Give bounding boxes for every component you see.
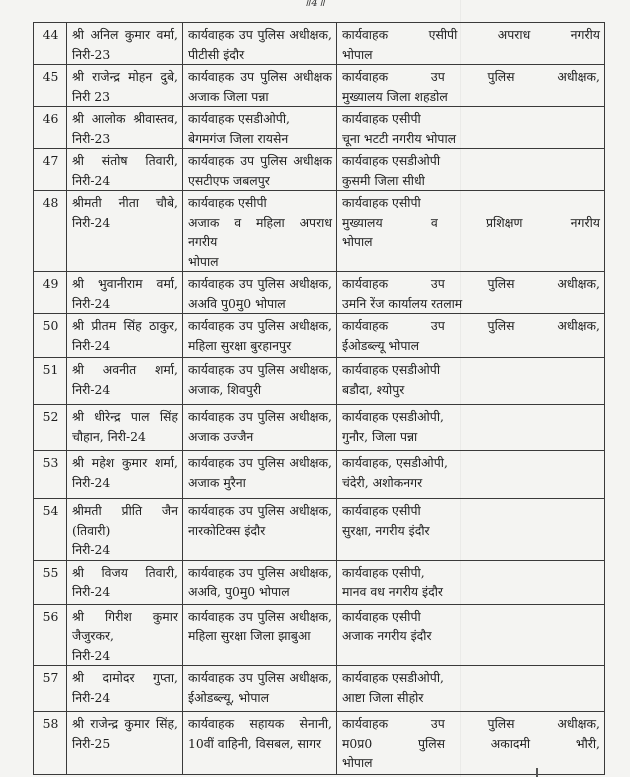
officer-name-line: निरी-23 [72, 46, 111, 62]
new-posting-line: गुनौर, जिला पन्ना [342, 428, 418, 444]
current-posting-line: अजाक जिला पन्ना [188, 88, 269, 104]
new-posting-line: कार्यवाहक एसडीओपी, [342, 409, 444, 424]
officer-name-line: श्री अनिल कुमार वर्मा, [72, 27, 178, 42]
officer-name-line: निरी 23 [72, 88, 111, 104]
new-posting-cell [337, 499, 605, 561]
current-posting-line: कार्यवाहक उप पुलिस अधीक्षक [188, 69, 332, 84]
new-posting-line: चंदेरी, अशोकनगर [342, 474, 423, 490]
serial-number: 45 [42, 69, 59, 84]
current-posting-line: कार्यवाहक उप पुलिस अधीक्षक, [188, 362, 332, 377]
serial-number-cell [34, 358, 67, 405]
serial-number-cell [34, 65, 67, 107]
new-posting-cell [337, 272, 605, 314]
table-row [34, 65, 605, 107]
new-posting-cell [337, 23, 605, 65]
new-posting-line: कार्यवाहक उप पुलिस अधीक्षक, [342, 716, 600, 731]
current-posting-line: कार्यवाहक उप पुलिस अधीक्षक, [188, 409, 332, 424]
officer-name-line: निरी-24 [72, 584, 111, 599]
officer-name-cell [67, 107, 183, 149]
officer-name-line: निरी-24 [72, 542, 111, 557]
officer-name-cell [67, 666, 183, 712]
serial-number: 57 [42, 670, 59, 685]
new-posting-line: ईओडब्ल्यू भोपाल [342, 337, 420, 353]
new-posting-line: अजाक नगरीय इंदौर [342, 628, 432, 643]
new-posting-cell [337, 65, 605, 107]
serial-number-cell [34, 23, 67, 65]
officer-name-cell [67, 149, 183, 191]
new-posting-cell [337, 604, 605, 666]
new-posting-cell [337, 405, 605, 451]
officer-name-cell [67, 23, 183, 65]
new-posting-line: सुरक्षा, नगरीय इंदौर [342, 522, 430, 538]
transfer-orders-table [33, 22, 605, 775]
officer-name-line: निरी-24 [72, 647, 111, 663]
serial-number: 55 [42, 564, 59, 580]
officer-name-line: श्री अवनीत शर्मा, [72, 362, 178, 377]
current-posting-cell [183, 405, 337, 451]
officer-name-line: निरी-24 [72, 172, 111, 188]
current-posting-line: बेगमगंज जिला रायसेन [188, 130, 289, 146]
new-posting-line: कार्यवाहक उप पुलिस अधीक्षक, [342, 69, 600, 84]
current-posting-line: कार्यवाहक उप पुलिस अधीक्षक, [188, 455, 332, 470]
officer-name-cell [67, 358, 183, 405]
new-posting-cell [337, 149, 605, 191]
new-posting-cell [337, 358, 605, 405]
serial-number-cell [34, 560, 67, 604]
table-row [34, 499, 605, 561]
current-posting-line: अजाक उज्जैन [188, 428, 254, 444]
current-posting-line: कार्यवाहक उप पुलिस अधीक्षक, [188, 670, 332, 685]
officer-name-line: निरी-24 [72, 337, 111, 353]
new-posting-line: कार्यवाहक एसीपी, [342, 564, 425, 580]
table-row [34, 451, 605, 499]
current-posting-line: कार्यवाहक उप पुलिस अधीक्षक, [188, 564, 332, 580]
officer-name-line: श्री प्रीतम सिंह ठाकुर, [72, 318, 178, 333]
officer-name-line: श्री गिरीश कुमार जैजुरकर, [72, 608, 178, 643]
current-posting-cell [183, 666, 337, 712]
serial-number: 47 [42, 153, 59, 168]
current-posting-cell [183, 560, 337, 604]
officer-name-line: श्री राजेन्द्र कुमार सिंह, [72, 716, 178, 731]
current-posting-line: महिला सुरक्षा बुरहानपुर [188, 337, 292, 353]
current-posting-line: कार्यवाहक उप पुलिस अधीक्षक, [188, 27, 332, 42]
new-posting-cell [337, 666, 605, 712]
table-row [34, 272, 605, 314]
officer-name-line: निरी-24 [72, 474, 111, 490]
table-row [34, 405, 605, 451]
page-number: ॥4॥ [304, 0, 326, 7]
officer-name-line: श्री संतोष तिवारी, [72, 153, 178, 168]
officer-name-line: श्री धीरेन्द्र पाल सिंह [72, 409, 178, 424]
current-posting-cell [183, 272, 337, 314]
officer-name-line: श्री दामोदर गुप्ता, [72, 670, 178, 685]
current-posting-cell [183, 358, 337, 405]
table-body [34, 23, 605, 775]
current-posting-line: एसटीएफ जबलपुर [188, 172, 270, 188]
new-posting-line: बडौदा, श्योपुर [342, 381, 405, 397]
current-posting-line: भोपाल [188, 253, 219, 269]
new-posting-line: म0प्र0 पुलिस अकादमी भौरी, [342, 735, 600, 751]
serial-number: 48 [42, 195, 59, 210]
officer-name-line: निरी-24 [72, 214, 111, 230]
officer-name-cell [67, 272, 183, 314]
officer-name-line: श्री महेश कुमार शर्मा, [72, 455, 178, 470]
new-posting-line: कार्यवाहक एसीपी [342, 111, 421, 126]
table-row [34, 712, 605, 775]
officer-name-line: निरी-25 [72, 735, 111, 751]
current-posting-line: अअवि, पु0मु0 भोपाल [188, 584, 290, 599]
current-posting-line: नारकोटिक्स इंदौर [188, 522, 266, 538]
current-posting-line: अजाक मुरैना [188, 474, 246, 490]
current-posting-line: अअवि पु0मु0 भोपाल [188, 295, 286, 311]
officer-name-line: श्री राजेन्द्र मोहन दुबे, [72, 69, 178, 84]
officer-name-line: निरी-24 [72, 295, 111, 311]
serial-number-cell [34, 712, 67, 775]
new-posting-line: कार्यवाहक एसडीओपी [342, 362, 441, 377]
officer-name-line: निरी-23 [72, 130, 111, 146]
new-posting-line: कार्यवाहक, एसडीओपी, [342, 455, 448, 470]
new-posting-line: कार्यवाहक उप पुलिस अधीक्षक, [342, 276, 600, 291]
officer-name-line: निरी-24 [72, 689, 111, 705]
officer-name-cell [67, 314, 183, 358]
officer-name-cell [67, 604, 183, 666]
new-posting-cell [337, 107, 605, 149]
current-posting-line: कार्यवाहक उप पुलिस अधीक्षक, [188, 276, 332, 291]
new-posting-line: मुख्यालय व प्रशिक्षण नगरीय [342, 214, 600, 230]
table-row [34, 604, 605, 666]
officer-name-line: श्रीमती नीता चौबे, [72, 195, 178, 210]
serial-number-cell [34, 604, 67, 666]
current-posting-line: कार्यवाहक उप पुलिस अधीक्षक, [188, 503, 332, 518]
serial-number: 46 [42, 111, 59, 126]
current-posting-cell [183, 65, 337, 107]
table-row [34, 358, 605, 405]
new-posting-line: कार्यवाहक एसडीओपी, [342, 670, 444, 685]
table-row [34, 314, 605, 358]
new-posting-cell [337, 314, 605, 358]
serial-number-cell [34, 314, 67, 358]
new-posting-line: आष्टा जिला सीहोर [342, 689, 424, 705]
table-row [34, 23, 605, 65]
current-posting-line: पीटीसी इंदौर [188, 46, 245, 62]
officer-name-line: निरी-24 [72, 381, 111, 397]
officer-name-cell [67, 65, 183, 107]
current-posting-line: कार्यवाहक उप पुलिस अधीक्षक, [188, 318, 332, 333]
new-posting-line: चूना भटटी नगरीय भोपाल [342, 130, 457, 146]
serial-number-cell [34, 149, 67, 191]
serial-number: 49 [42, 276, 59, 291]
current-posting-line: ईओडब्ल्यू, भोपाल [188, 689, 269, 705]
serial-number: 44 [42, 27, 59, 42]
new-posting-cell [337, 560, 605, 604]
current-posting-line: महिला सुरक्षा जिला झाबुआ [188, 628, 311, 643]
current-posting-cell [183, 23, 337, 65]
new-posting-cell [337, 712, 605, 775]
serial-number: 53 [42, 455, 59, 470]
serial-number-cell [34, 107, 67, 149]
current-posting-cell [183, 499, 337, 561]
current-posting-line: 10वीं वाहिनी, विसबल, सागर [188, 735, 322, 751]
new-posting-line: कार्यवाहक एसीपी [342, 608, 421, 624]
current-posting-line: कार्यवाहक उप पुलिस अधीक्षक, [188, 608, 332, 624]
serial-number-cell [34, 666, 67, 712]
new-posting-line: उमनि रेंज कार्यालय रतलाम [342, 295, 463, 311]
current-posting-cell [183, 712, 337, 775]
serial-number-cell [34, 499, 67, 561]
officer-name-line: चौहान, निरी-24 [72, 428, 146, 444]
scan-mark [536, 768, 538, 777]
serial-number-cell [34, 191, 67, 272]
current-posting-cell [183, 604, 337, 666]
table-row [34, 149, 605, 191]
current-posting-cell [183, 451, 337, 499]
current-posting-line: कार्यवाहक सहायक सेनानी, [188, 716, 332, 731]
new-posting-line: कुसमी जिला सीधी [342, 172, 425, 188]
new-posting-line: मानव वध नगरीय इंदौर [342, 584, 443, 599]
serial-number-cell [34, 272, 67, 314]
serial-number-cell [34, 451, 67, 499]
officer-name-line: श्री विजय तिवारी, [72, 564, 178, 580]
new-posting-line: कार्यवाहक एसीपी अपराध नगरीय [342, 27, 600, 42]
officer-name-line: श्री भुवानीराम वर्मा, [72, 276, 178, 291]
new-posting-line: भोपाल [342, 234, 373, 249]
current-posting-cell [183, 191, 337, 272]
current-posting-line: कार्यवाहक उप पुलिस अधीक्षक [188, 153, 332, 168]
current-posting-line: अजाक व महिला अपराध नगरीय [188, 214, 332, 249]
current-posting-line: कार्यवाहक एसडीओपी, [188, 111, 290, 126]
new-posting-line: कार्यवाहक एसडीओपी [342, 153, 441, 168]
new-posting-line: कार्यवाहक एसीपी [342, 503, 421, 518]
table-row [34, 560, 605, 604]
officer-name-cell [67, 405, 183, 451]
officer-name-cell [67, 499, 183, 561]
new-posting-cell [337, 451, 605, 499]
serial-number: 56 [42, 608, 59, 624]
table-row [34, 107, 605, 149]
serial-number: 52 [42, 409, 59, 424]
serial-number-cell [34, 405, 67, 451]
current-posting-cell [183, 149, 337, 191]
officer-name-cell [67, 451, 183, 499]
current-posting-line: अजाक, शिवपुरी [188, 381, 262, 397]
table-row [34, 666, 605, 712]
new-posting-line: भोपाल [342, 46, 373, 62]
current-posting-cell [183, 107, 337, 149]
serial-number: 58 [42, 716, 59, 731]
serial-number: 51 [42, 362, 59, 377]
new-posting-line: कार्यवाहक एसीपी [342, 195, 421, 210]
serial-number: 50 [42, 318, 59, 333]
officer-name-line: श्री आलोक श्रीवास्तव, [72, 111, 178, 126]
new-posting-cell [337, 191, 605, 272]
officer-name-cell [67, 191, 183, 272]
current-posting-cell [183, 314, 337, 358]
new-posting-line: भोपाल [342, 755, 373, 770]
new-posting-line: कार्यवाहक उप पुलिस अधीक्षक, [342, 318, 600, 333]
officer-name-cell [67, 712, 183, 775]
serial-number: 54 [42, 503, 59, 518]
table-row [34, 191, 605, 272]
officer-name-cell [67, 560, 183, 604]
new-posting-line: मुख्यालय जिला शहडोल [342, 88, 448, 104]
officer-name-line: श्रीमती प्रीति जैन (तिवारी) [72, 503, 178, 538]
current-posting-line: कार्यवाहक एसीपी [188, 195, 267, 210]
